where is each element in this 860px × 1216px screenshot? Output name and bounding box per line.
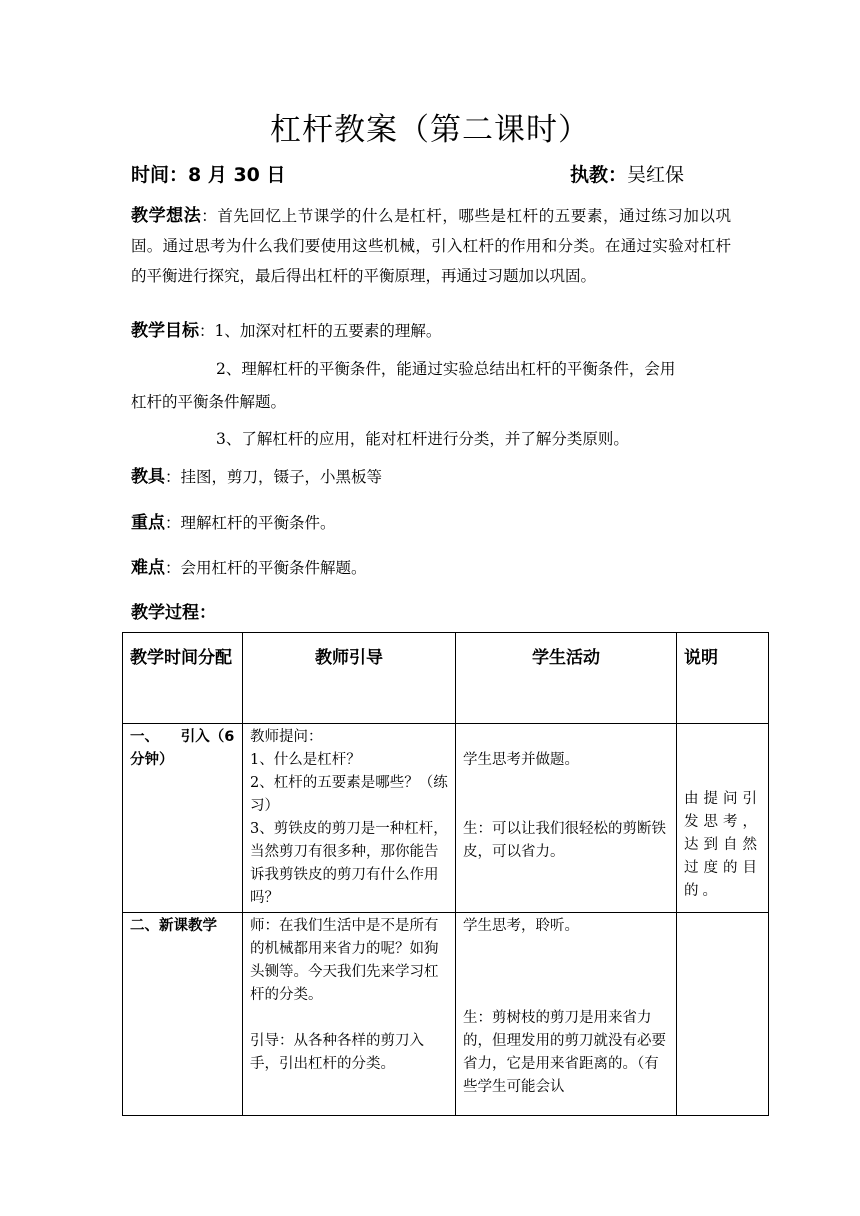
teacher-line: 引导：从各种各样的剪刀入手，引出杠杆的分类。 [250, 1033, 424, 1072]
teaching-idea: 教学想法：首先回忆上节课学的什么是杠杆，哪些是杠杆的五要素，通过练习加以巩固。通过思考为什么我们要使用这些机械，引入杠杆的作用和分类。在通过实验对杠杆的平衡进行探究，最后得出杠杆的平衡原理，再通过习题加以巩固。 [131, 206, 731, 285]
header-teacher-guidance: 教师引导 [243, 633, 456, 724]
goal-item-3: 3、了解杠杆的应用，能对杠杆进行分类，并了解分类原则。 [216, 430, 629, 448]
lesson-process-table [122, 632, 769, 1116]
teacher-line: 教师提问： [250, 729, 323, 745]
difficulty: 难点：会用杠杆的平衡条件解题。 [131, 558, 367, 578]
table-row [123, 913, 769, 1116]
teacher-name: 吴红保 [627, 164, 685, 186]
student-cell [456, 913, 677, 1116]
lesson-date: 时间：8 月 30 日 [131, 164, 286, 186]
note-cell [677, 913, 769, 1116]
key-point-text: 理解杠杆的平衡条件。 [180, 514, 336, 532]
difficulty-text: 会用杠杆的平衡条件解题。 [180, 559, 367, 577]
teacher-line: 2、杠杆的五要素是哪些？（练习） [250, 775, 448, 814]
student-line: 生：可以让我们很轻松的剪断铁皮，可以省力。 [463, 821, 666, 860]
teacher-info [570, 160, 684, 187]
teacher-cell [243, 724, 456, 913]
key-point: 重点：理解杠杆的平衡条件。 [131, 513, 336, 533]
student-line: 生：剪树枝的剪刀是用来省力的，但理发用的剪刀就没有必要省力，它是用来省距离的。（有些学生可能会认 [463, 1010, 666, 1095]
page-title: 杠杆教案（第二课时） [270, 112, 590, 148]
phase-cell: 二、新课教学 [123, 913, 243, 1116]
note-text: 由提问引发思考，达到自然过度的目的。 [684, 791, 761, 899]
student-line: 学生思考并做题。 [463, 752, 579, 768]
student-line: 学生思考，聆听。 [463, 918, 579, 934]
process-heading: 教学过程： [131, 603, 216, 623]
goal-item-1: 1、加深对杠杆的五要素的理解。 [214, 322, 442, 340]
student-cell [456, 724, 677, 913]
teaching-goals: 教学目标：1、加深对杠杆的五要素的理解。 [131, 321, 442, 341]
teaching-tools-heading: 教具 [131, 467, 165, 487]
teaching-tools: 教具：挂图，剪刀，镊子，小黑板等 [131, 467, 383, 487]
teacher-line: 1、什么是杠杆？ [250, 752, 361, 768]
note-cell [677, 724, 769, 913]
key-point-heading: 重点 [131, 513, 165, 533]
header-notes: 说明 [677, 633, 769, 724]
teacher-cell [243, 913, 456, 1116]
phase-cell: 一、 引入（6 分钟） [123, 724, 243, 913]
table-row [123, 724, 769, 913]
header-student-activity: 学生活动 [456, 633, 677, 724]
teacher-line: 3、剪铁皮的剪刀是一种杠杆，当然剪刀有很多种，那你能告诉我剪铁皮的剪刀有什么作用吗？ [250, 821, 448, 906]
goal-item-2-continued: 杠杆的平衡条件解题。 [131, 393, 287, 411]
teaching-tools-text: 挂图，剪刀，镊子，小黑板等 [180, 468, 383, 486]
goal-item-2: 2、理解杠杆的平衡条件，能通过实验总结出杠杆的平衡条件，会用 [216, 360, 676, 378]
teacher-label: 执教： [570, 164, 628, 186]
teacher-line: 师：在我们生活中是不是所有的机械都用来省力的呢？如狗头铡等。今天我们先来学习杠杆的分类。 [250, 918, 439, 1003]
teaching-goals-heading: 教学目标 [131, 321, 199, 341]
teaching-idea-text: 首先回忆上节课学的什么是杠杆，哪些是杠杆的五要素，通过练习加以巩固。通过思考为什么我们要使用这些机械，引入杠杆的作用和分类。在通过实验对杠杆的平衡进行探究，最后得出杠杆的平衡原理，再通过习题加以巩固。 [131, 207, 731, 285]
header-time-allocation: 教学时间分配 [123, 633, 243, 724]
teaching-idea-heading: 教学想法 [131, 206, 202, 226]
difficulty-heading: 难点 [131, 558, 165, 578]
table-header-row [123, 633, 769, 724]
